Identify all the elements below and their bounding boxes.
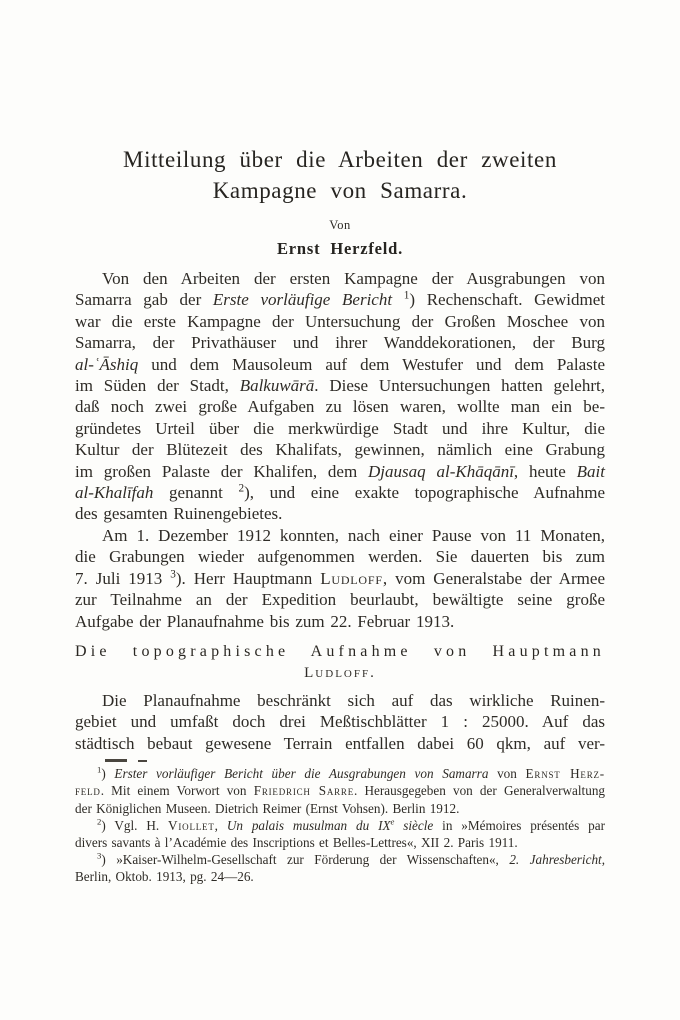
text-segment: Balkuwārā	[239, 376, 315, 396]
section-heading-line-2: Ludloff.	[304, 664, 376, 681]
text-line	[75, 851, 605, 868]
text-segment: Berlin, Oktob. 1913, pg. 24—26.	[75, 869, 254, 885]
text-line	[75, 733, 605, 754]
text-segment: im Süden der Stadt,	[75, 376, 240, 396]
text-line	[75, 690, 605, 711]
text-segment: Von den Arbeiten der ersten Kampagne der Ausgrabungen von	[102, 269, 605, 288]
text-segment: war die erste Kampagne der Untersuchung der Großen Moschee von	[75, 311, 605, 331]
text-segment: im großen Palaste der Khalifen, dem	[75, 461, 369, 481]
text-segment: städtisch bebaut gewesene Terrain entfallen dabei 60 qkm, auf ver-	[75, 733, 605, 753]
text-segment: 7. Juli 1913	[75, 568, 171, 588]
footnotes-block	[75, 765, 605, 885]
text-segment: ) »Kaiser-Wilhelm-Gesellschaft zur Förderung der Wissenschaften«,	[101, 852, 510, 868]
text-line	[75, 765, 605, 782]
paragraph-3	[75, 690, 605, 754]
text-segment: Am 1. Dezember 1912 konnten, nach einer Pause von 11 Monaten,	[102, 525, 605, 545]
paragraph-1	[75, 268, 605, 525]
text-segment: siècle	[394, 817, 434, 833]
text-segment: al-Khalīfah	[75, 483, 154, 503]
text-segment: . Diese Untersuchungen hatten gelehrt,	[314, 376, 605, 396]
text-segment: genannt	[153, 483, 239, 503]
text-segment: Un palais musulman du IX	[226, 817, 391, 833]
text-segment: )	[101, 766, 115, 782]
text-segment: 2. Jahresbericht	[509, 852, 602, 868]
text-segment: die Grabungen wieder aufgenommen werden. Sie dauerten bis zum	[75, 547, 605, 567]
text-segment: ), und eine exakte topographische Aufnahme	[244, 483, 605, 503]
text-segment: 2	[238, 482, 245, 495]
section-heading-line-1: Die topographische Aufnahme von Hauptmann	[75, 642, 605, 660]
footnote-separator-dash	[138, 760, 147, 762]
text-line	[75, 711, 605, 732]
text-segment: gründetes Urteil über die merkwürdige Stadt und ihre Kultur, die	[75, 418, 605, 438]
text-line	[75, 375, 605, 396]
text-line	[75, 332, 605, 353]
paragraph-2	[75, 525, 605, 632]
text-line	[75, 503, 605, 524]
text-line	[75, 525, 605, 546]
text-segment: des gesamten Ruinengebietes.	[75, 504, 283, 524]
text-segment: zur Teilnahme an der Expedition beurlaubt, bewältigte seine große	[75, 590, 605, 610]
text-segment: . Mit einem Vorwort von	[100, 783, 254, 799]
byline-prefix: Von	[329, 218, 351, 232]
text-segment: ) Rechenschaft. Gewidmet	[409, 290, 605, 310]
text-line	[75, 418, 605, 439]
text-segment: Viollet	[168, 817, 215, 833]
text-line	[75, 354, 605, 375]
text-line	[75, 439, 605, 460]
text-segment: gebiet und umfaßt doch drei Meßtischblätter 1 : 25000. Auf das	[75, 712, 605, 732]
text-line	[75, 568, 605, 589]
text-segment: ,	[601, 852, 605, 868]
text-segment: ). Herr Hauptmann	[175, 568, 321, 588]
text-segment: von	[488, 766, 526, 782]
text-segment: ) Vgl. H.	[101, 817, 169, 833]
text-segment: 3	[97, 850, 102, 861]
text-segment: , heute	[513, 461, 577, 481]
text-segment: Erster vorläufiger Bericht über die Ausgrabungen von Samarra	[114, 766, 489, 782]
text-line	[75, 589, 605, 610]
text-line	[75, 396, 605, 417]
text-segment: Aufgabe der Planaufnahme bis zum 22. Februar 1913.	[75, 611, 455, 631]
text-line	[75, 311, 605, 332]
text-segment: 1	[97, 764, 102, 775]
text-line	[75, 868, 605, 885]
text-segment: 1	[403, 289, 410, 302]
text-column	[75, 0, 605, 886]
text-line	[75, 817, 605, 834]
text-line	[75, 800, 605, 817]
text-line	[75, 289, 605, 310]
text-line	[75, 268, 605, 289]
text-line	[75, 482, 605, 503]
text-segment: Friedrich Sarre	[253, 783, 355, 799]
text-segment: in »Mémoires présentés par	[433, 817, 605, 833]
text-line	[75, 782, 605, 799]
text-segment: Ludloff	[320, 568, 383, 588]
text-segment: Erste vorläufige Bericht	[212, 290, 404, 310]
text-segment: Samarra gab der	[75, 290, 213, 310]
article-title-line-1: Mitteilung über die Arbeiten der zweiten	[123, 147, 557, 172]
text-segment: 2	[97, 816, 102, 827]
text-line	[75, 461, 605, 482]
text-line	[75, 611, 605, 632]
text-segment: Ernst Herz-	[525, 766, 605, 782]
text-segment: Djausaq al-Khāqānī	[368, 461, 514, 481]
text-segment: Bait	[576, 461, 605, 481]
text-segment: , vom Generalstabe der Armee	[382, 568, 605, 588]
footnote-separator	[105, 759, 605, 762]
text-segment: Die Planaufnahme beschränkt sich auf das wirkliche Ruinen-	[102, 690, 605, 710]
text-segment: . Herausgegeben von der Generalverwaltung	[354, 783, 606, 799]
text-segment: Kultur der Blütezeit des Khalifats, gewinnen, nämlich eine Grabung	[75, 440, 605, 460]
text-segment: feld	[75, 783, 101, 799]
text-line	[75, 546, 605, 567]
text-segment: al-ʿĀshiq	[75, 354, 139, 374]
article-title-line-2: Kampagne von Samarra.	[212, 178, 468, 203]
text-segment: ,	[214, 817, 227, 833]
text-segment: der Königlichen Museen. Dietrich Reimer (Ernst Vohsen). Berlin 1912.	[75, 800, 460, 816]
author-name: Ernst Herzfeld.	[276, 239, 404, 258]
text-segment: daß noch zwei große Aufgaben zu lösen waren, wollte man ein be-	[75, 397, 605, 417]
text-segment: 3	[170, 568, 176, 581]
article-title	[75, 144, 605, 206]
text-segment: Samarra, der Privathäuser und ihrer Wanddekorationen, der Burg	[75, 333, 605, 353]
text-line	[75, 834, 605, 851]
text-segment: e	[390, 816, 395, 827]
footnote-separator-dash	[105, 759, 127, 762]
text-segment: und dem Mausoleum auf dem Westufer und dem Palaste	[138, 354, 605, 374]
text-segment: divers savants à l’Académie des Inscriptions et Belles-Lettres«, XII 2. Paris 1911.	[75, 834, 518, 850]
